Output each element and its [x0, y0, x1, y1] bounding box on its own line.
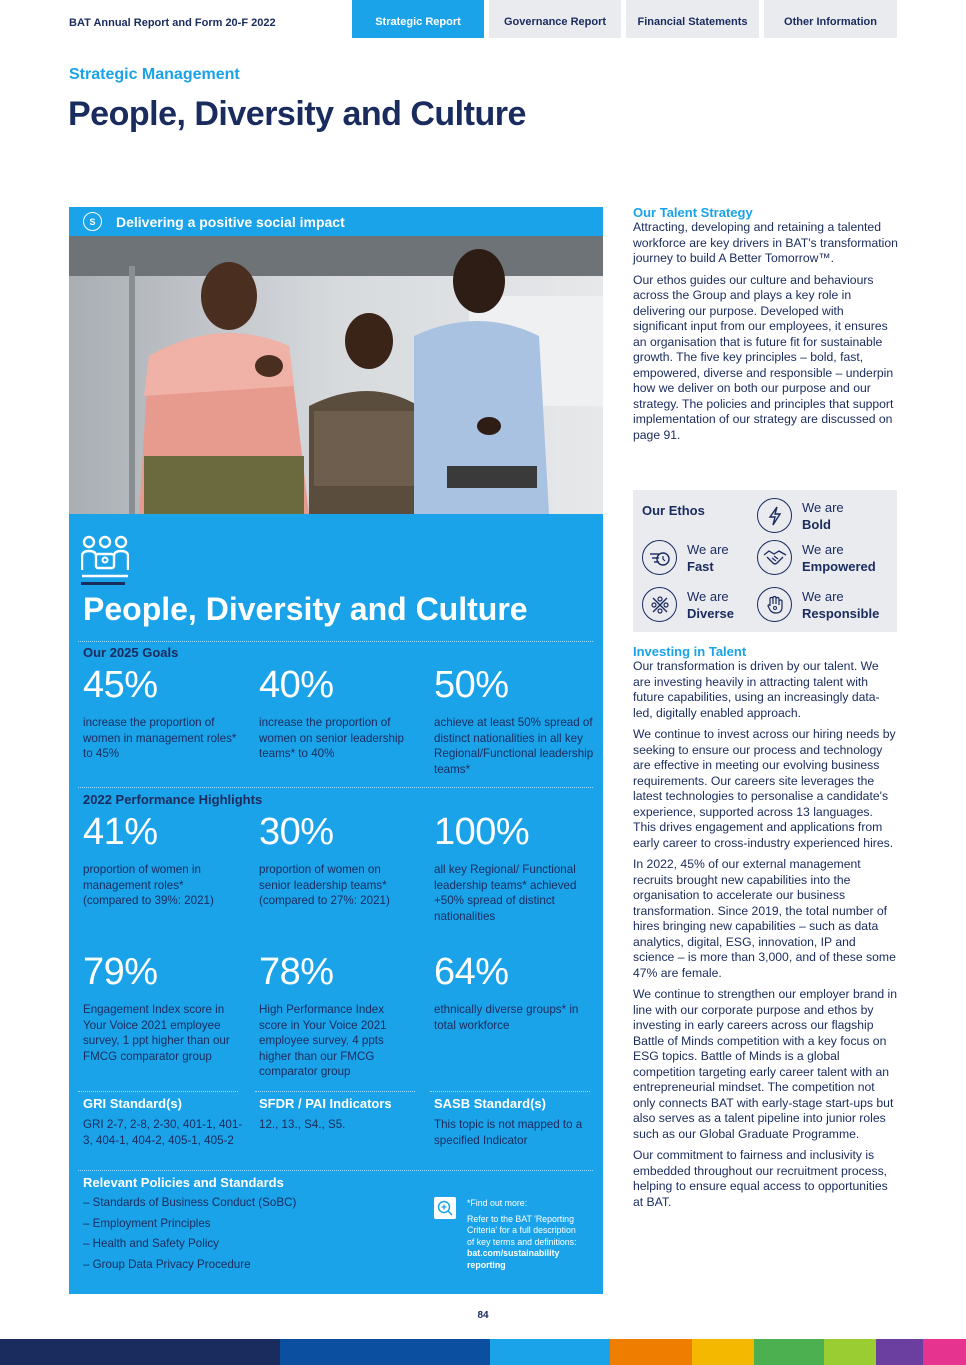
paragraph: Our ethos guides our culture and behaviours across the Group and plays a key role in delivering our purpose. Developed with significant input from our employees, it ensures an organisation that is future fit for sustainable growth. The five key principles – bold, fast, empowered, diverse and responsible – underpin how we deliver on both our purpose and our strategy. The policies and principles that support implementation of our strategy are discussed on page 91. — [633, 272, 894, 442]
ethos-prefix: We are — [802, 541, 844, 557]
impact-text: Delivering a positive social impact — [116, 213, 345, 230]
icon-underline — [81, 582, 125, 585]
highlight-value: 100% — [434, 811, 530, 853]
diversity-icon — [642, 587, 677, 622]
top-header — [0, 0, 966, 38]
sfdr-text: 12., 13., S4., S5. — [259, 1118, 346, 1131]
stripe — [923, 1339, 966, 1365]
ethos-prefix: We are — [687, 541, 729, 557]
ethos-title: Our Ethos — [642, 503, 705, 518]
highlight-value: 79% — [83, 951, 158, 993]
gri-heading: GRI Standard(s) — [83, 1096, 182, 1111]
ethos-prefix: We are — [802, 499, 844, 515]
ethos-diverse — [642, 587, 734, 622]
ethos-empowered — [757, 540, 876, 575]
tab-governance-report[interactable]: Governance Report — [489, 0, 621, 38]
goal-desc: increase the proportion of women on senior leadership teams* to 40% — [259, 716, 405, 760]
goals-heading: Our 2025 Goals — [83, 645, 179, 660]
divider — [78, 787, 593, 788]
ethos-name: Empowered — [802, 558, 876, 574]
sustainability-link[interactable]: bat.com/sustainability reporting — [467, 1248, 560, 1270]
ethos-name: Fast — [687, 558, 714, 574]
page-title: People, Diversity and Culture — [68, 95, 526, 133]
tab-strategic-report[interactable]: Strategic Report — [352, 0, 484, 38]
sfdr-heading: SFDR / PAI Indicators — [259, 1096, 392, 1111]
list-item: – Health and Safety Policy — [83, 1237, 219, 1250]
divider — [78, 641, 593, 642]
tab-financial-statements[interactable]: Financial Statements — [626, 0, 759, 38]
speed-icon — [642, 540, 677, 575]
people-group-icon — [81, 534, 129, 578]
ethos-name: Diverse — [687, 605, 734, 621]
divider — [430, 1091, 590, 1092]
highlight-value: 41% — [83, 811, 158, 853]
list-item: – Standards of Business Conduct (SoBC) — [83, 1196, 297, 1209]
gri-text: GRI 2-7, 2-8, 2-30, 401-1, 401-3, 404-1, 404-2, 405-1, 405-2 — [83, 1118, 243, 1147]
highlights-heading: 2022 Performance Highlights — [83, 792, 263, 807]
sasb-heading: SASB Standard(s) — [434, 1096, 546, 1111]
stripe — [0, 1339, 280, 1365]
policies-list — [83, 1196, 296, 1278]
highlight-desc: ethnically diverse groups* in total workforce — [434, 1003, 579, 1032]
social-badge-icon: S — [83, 212, 102, 231]
investing-heading: Investing in Talent — [633, 644, 747, 659]
panel-title: People, Diversity and Culture — [83, 591, 528, 627]
highlight-value: 78% — [259, 951, 334, 993]
paragraph: Our transformation is driven by our talent. We are investing heavily in attracting talent with future capabilities, using an increasingly data-led, digitally enabled approach. — [633, 659, 880, 720]
zoom-in-icon — [434, 1197, 456, 1219]
highlight-desc: all key Regional/ Functional leadership teams* achieved +50% spread of distinct nationalities — [434, 863, 577, 923]
divider — [78, 1170, 593, 1171]
find-out-text: Refer to the BAT 'Reporting Criteria' for a full description of key terms and definitions: — [467, 1213, 577, 1247]
paragraph: We continue to strengthen our employer brand in line with our corporate purpose and ethos by investing in early careers across our flagship Battle of Minds competition with a key focus on ESG topics. Battle of Minds is a global competition targeting early career talent with an entrepreneurial mindset. The competition not only connects BAT with early-stage start-ups but also serves as a talent pipeline into junior roles such as our Global Graduate Programme. — [633, 987, 897, 1141]
goal-value: 40% — [259, 664, 334, 706]
paragraph: In 2022, 45% of our external management recruits brought new capabilities into the organisation to accelerate our business transformation. Since 2019, the total number of hires bringing new capabilities – such as data analytics, digital, ESG, innovation, IP and science – is more than 3,000, and of these some 47% are female. — [633, 857, 896, 980]
impact-banner — [69, 207, 603, 236]
team-photo — [69, 236, 603, 514]
stripe — [490, 1339, 610, 1365]
highlight-desc: Engagement Index score in Your Voice 2021 employee survey, 1 ppt higher than our FMCG comparator group — [83, 1003, 230, 1063]
section-label: Strategic Management — [69, 66, 240, 83]
goal-value: 50% — [434, 664, 509, 706]
lightning-icon — [757, 498, 792, 533]
divider — [78, 1091, 238, 1092]
talent-strategy — [633, 205, 899, 443]
sasb-text: This topic is not mapped to a specified Indicator — [434, 1118, 583, 1147]
investing-in-talent — [633, 644, 899, 1210]
list-item: – Employment Principles — [83, 1216, 211, 1230]
color-stripe-bar — [0, 1339, 966, 1365]
stripe — [692, 1339, 754, 1365]
highlight-desc: proportion of women on senior leadership teams* (compared to 27%: 2021) — [259, 863, 390, 907]
stripe — [876, 1339, 923, 1365]
ethos-responsible — [757, 587, 879, 622]
highlight-value: 30% — [259, 811, 334, 853]
paragraph: We continue to invest across our hiring needs by seeking to ensure our process and technology are effective in meeting our evolving business requirements. Our careers site leverages the latest technologies to personalise a candidate's experience, supported across 13 languages. This drives engagement and applications from early career to cross-industry experienced hires. — [633, 727, 896, 850]
stripe — [754, 1339, 824, 1365]
policies-heading: Relevant Policies and Standards — [83, 1175, 284, 1190]
paragraph: Attracting, developing and retaining a talented workforce are key drivers in BAT's transformation journey to build A Better Tomorrow™. — [633, 220, 898, 265]
stripe — [280, 1339, 490, 1365]
handshake-icon — [757, 540, 792, 575]
highlight-value: 64% — [434, 951, 509, 993]
ethos-bold — [757, 498, 844, 533]
ethos-box — [633, 490, 897, 632]
divider — [255, 1091, 415, 1092]
list-item: – Group Data Privacy Procedure — [83, 1257, 251, 1271]
stripe — [610, 1339, 692, 1365]
ethos-name: Bold — [802, 516, 831, 532]
people-diversity-panel — [69, 514, 603, 1294]
highlight-desc: proportion of women in management roles* (compared to 39%: 2021) — [83, 863, 214, 907]
ethos-fast — [642, 540, 729, 575]
goal-desc: achieve at least 50% spread of distinct nationalities in all key Regional/Functional leadership teams* — [434, 716, 594, 776]
goal-value: 45% — [83, 664, 158, 706]
ethos-prefix: We are — [687, 588, 729, 604]
highlight-desc: High Performance Index score in Your Voice 2021 employee survey, 4 ppts higher than our FMCG comparator group — [259, 1003, 387, 1078]
page-number: 84 — [477, 1310, 489, 1321]
stripe — [824, 1339, 876, 1365]
talent-strategy-heading: Our Talent Strategy — [633, 205, 753, 220]
ethos-name: Responsible — [802, 605, 880, 621]
paragraph: Our commitment to fairness and inclusivity is embedded throughout our recruitment process, helping to ensure equal access to opportunities at BAT. — [633, 1148, 888, 1209]
report-title: BAT Annual Report and Form 20-F 2022 — [69, 17, 276, 29]
hand-icon — [757, 587, 792, 622]
find-out-label: *Find out more: — [467, 1198, 528, 1208]
goal-desc: increase the proportion of women in management roles* to 45% — [83, 716, 237, 760]
ethos-prefix: We are — [802, 588, 844, 604]
tab-other-information[interactable]: Other Information — [764, 0, 897, 38]
find-out-more — [467, 1198, 582, 1271]
